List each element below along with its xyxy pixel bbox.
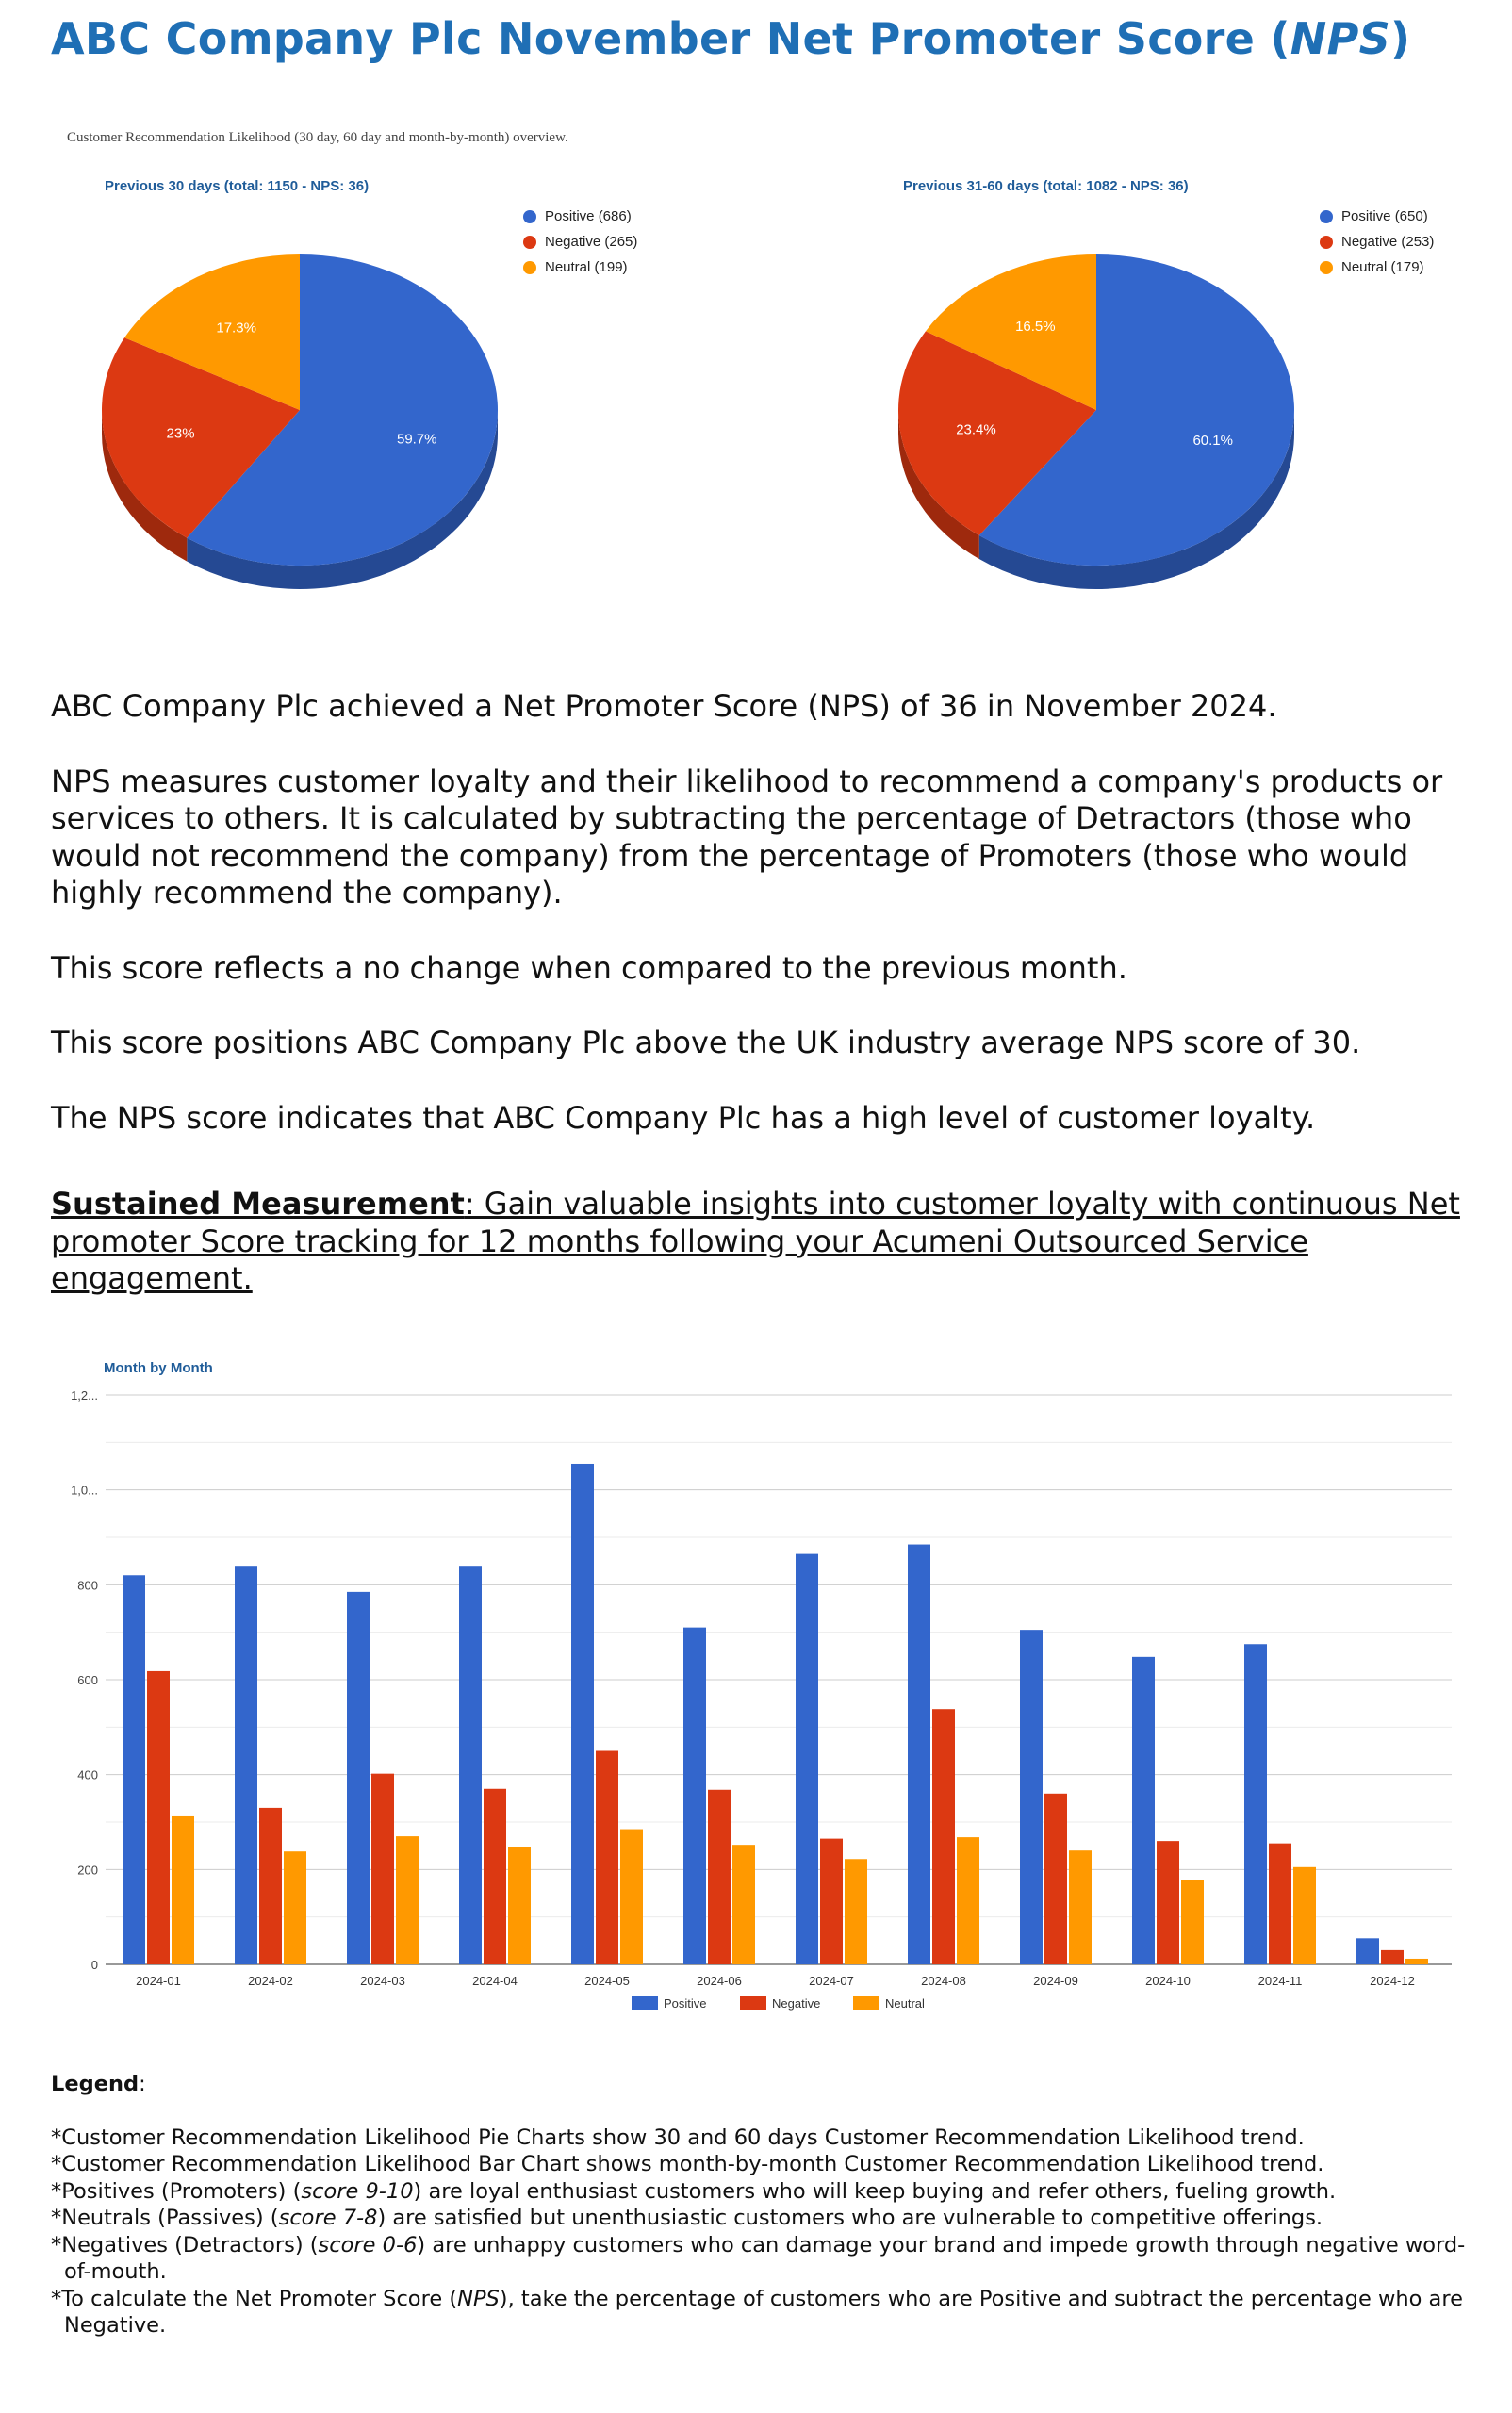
bar-positive <box>1244 1644 1267 1964</box>
pie-slice-label: 59.7% <box>396 431 437 448</box>
legend-label: Positive (650) <box>1341 208 1428 224</box>
bar-neutral <box>508 1847 531 1964</box>
legend-note-item: *Customer Recommendation Likelihood Bar Chart shows month-by-month Customer Recommendation Likelihood trend. <box>51 2152 1324 2176</box>
legend-notes <box>51 2071 1484 2339</box>
bar-positive <box>571 1464 594 1964</box>
legend-item-negative <box>1320 229 1434 254</box>
page-title <box>51 13 1410 64</box>
pie-legend-60-days <box>1320 204 1434 280</box>
x-tick-label: 2024-04 <box>472 1974 518 1988</box>
legend-note-item <box>51 2286 1484 2339</box>
pie-slice-label: 60.1% <box>1192 432 1234 449</box>
bar-negative <box>371 1774 394 1964</box>
promo-heading: Sustained Measurement <box>51 1186 465 1222</box>
legend-swatch <box>632 1996 658 2010</box>
bar-negative <box>1269 1844 1291 1964</box>
legend-label: Neutral (199) <box>545 259 628 275</box>
bar-negative <box>147 1671 170 1964</box>
legend-label: Positive <box>664 1996 707 2011</box>
bar-positive <box>459 1566 482 1964</box>
legend-notes-colon: : <box>139 2072 146 2096</box>
legend-label: Positive (686) <box>545 208 632 224</box>
bar-neutral <box>1069 1850 1092 1964</box>
legend-label: Negative (253) <box>1341 234 1435 250</box>
chart-caption: Customer Recommendation Likelihood (30 day, 60 day and month-by-month) overview. <box>67 130 568 145</box>
legend-dot-icon <box>523 261 536 274</box>
bar-negative <box>708 1790 731 1964</box>
pie-slice-label: 23% <box>166 425 195 442</box>
x-tick-label: 2024-03 <box>360 1974 405 1988</box>
note-text: ) are satisfied but unenthusiastic customers who are vulnerable to competitive offerings. <box>377 2206 1323 2230</box>
bar-negative <box>259 1808 282 1964</box>
bar-negative <box>1157 1841 1179 1964</box>
pie-legend-30-days <box>523 204 637 280</box>
bar-positive <box>123 1575 145 1964</box>
bar-negative <box>1381 1950 1404 1964</box>
promo-text: : Gain valuable insights into customer loyalty with continuous Net promoter Score tracking for 12 months following your Acumeni Outsourced Service engagement. <box>51 1186 1460 1296</box>
bar-neutral <box>845 1859 867 1964</box>
summary-paragraph: ABC Company Plc achieved a Net Promoter Score (NPS) of 36 in November 2024. <box>51 688 1277 724</box>
bar-positive <box>908 1545 930 1964</box>
bar-positive <box>1020 1630 1043 1964</box>
legend-item-positive <box>1320 204 1434 229</box>
pie-title-60-days: Previous 31-60 days (total: 1082 - NPS: 36) <box>903 178 1189 194</box>
summary-text <box>51 688 1465 1174</box>
legend-dot-icon <box>523 210 536 223</box>
note-emphasis: score 7-8 <box>278 2206 378 2230</box>
bar-negative <box>820 1839 843 1964</box>
note-text: *To calculate the Net Promoter Score ( <box>51 2286 458 2311</box>
note-text: ) are unhappy customers who can damage your brand and impede growth through negative word-of-mouth. <box>64 2232 1466 2284</box>
legend-notes-title-text: Legend <box>51 2072 140 2096</box>
legend-item-positive <box>523 204 637 229</box>
legend-label: Neutral <box>885 1996 925 2011</box>
bar-chart-title: Month by Month <box>104 1360 213 1376</box>
bar-neutral <box>172 1816 194 1964</box>
summary-paragraph: NPS measures customer loyalty and their likelihood to recommend a company's products or services to others. It is calculated by subtracting the percentage of Detractors (those who would not recommend the company) from the percentage of Promoters (those who would highly recommend the company). <box>51 763 1443 911</box>
note-emphasis: score 9-10 <box>301 2178 414 2204</box>
legend-label: Negative <box>772 1996 821 2011</box>
title-abbr: NPS <box>1290 13 1391 64</box>
title-main: ABC Company Plc November Net Promoter Score ( <box>51 13 1290 64</box>
note-text: *Negatives (Detractors) ( <box>51 2232 319 2257</box>
bar-neutral <box>1181 1880 1204 1964</box>
legend-item-negative <box>523 229 637 254</box>
note-text: ) are loyal enthusiast customers who will keep buying and refer others, fueling growth. <box>413 2178 1337 2204</box>
bar-neutral <box>957 1837 979 1964</box>
y-tick-label: 400 <box>77 1767 98 1782</box>
legend-note-item <box>51 2232 1484 2286</box>
bar-neutral <box>284 1851 306 1964</box>
legend-item-neutral <box>1320 254 1434 280</box>
bar-neutral <box>1293 1867 1316 1964</box>
month-by-month-bar-chart <box>47 1386 1480 2027</box>
legend-notes-title <box>51 2071 1484 2098</box>
summary-paragraph: The NPS score indicates that ABC Company Plc has a high level of customer loyalty. <box>51 1099 1316 1136</box>
note-text: *Neutrals (Passives) ( <box>51 2206 279 2230</box>
legend-dot-icon <box>1320 210 1333 223</box>
x-tick-label: 2024-02 <box>248 1974 293 1988</box>
bar-negative <box>596 1751 618 1965</box>
legend-dot-icon <box>523 236 536 249</box>
legend-item-neutral <box>523 254 637 280</box>
sustained-measurement-note <box>51 1186 1465 1298</box>
legend-dot-icon <box>1320 261 1333 274</box>
bar-positive <box>683 1628 706 1964</box>
y-tick-label: 600 <box>77 1673 98 1687</box>
note-emphasis: NPS <box>457 2286 500 2311</box>
pie-slice-label: 23.4% <box>956 421 996 438</box>
bar-neutral <box>396 1836 419 1964</box>
x-tick-label: 2024-06 <box>697 1974 742 1988</box>
summary-paragraph: This score reflects a no change when compared to the previous month. <box>51 949 1127 986</box>
y-tick-label: 1,2... <box>71 1388 98 1403</box>
x-tick-label: 2024-12 <box>1370 1974 1415 1988</box>
bar-positive <box>1132 1657 1155 1964</box>
y-tick-label: 0 <box>90 1958 98 1972</box>
bar-negative <box>1044 1794 1067 1964</box>
pie-slice-label: 16.5% <box>1015 319 1056 336</box>
legend-note-item: *Customer Recommendation Likelihood Pie Charts show 30 and 60 days Customer Recommendation Likelihood trend. <box>51 2125 1305 2150</box>
y-tick-label: 200 <box>77 1863 98 1878</box>
legend-note-item <box>51 2205 1484 2232</box>
title-close: ) <box>1390 13 1411 64</box>
bar-negative <box>932 1709 955 1964</box>
legend-swatch <box>853 1996 879 2010</box>
pie-slice-label: 17.3% <box>216 320 256 337</box>
bar-negative <box>484 1789 506 1964</box>
pie-chart-60-days <box>872 212 1306 627</box>
x-tick-label: 2024-11 <box>1257 1974 1303 1988</box>
legend-note-item <box>51 2178 1484 2206</box>
bar-positive <box>235 1566 257 1964</box>
note-text: ), take the percentage of customers who are Positive and subtract the percentage who are Negative. <box>64 2286 1463 2338</box>
x-tick-label: 2024-05 <box>584 1974 630 1988</box>
x-tick-label: 2024-09 <box>1033 1974 1078 1988</box>
bar-neutral <box>732 1845 755 1964</box>
bar-positive <box>347 1592 370 1964</box>
bar-neutral <box>1405 1959 1428 1964</box>
x-tick-label: 2024-07 <box>809 1974 854 1988</box>
x-tick-label: 2024-01 <box>136 1974 181 1988</box>
x-tick-label: 2024-10 <box>1145 1974 1191 1988</box>
legend-label: Negative (265) <box>545 234 638 250</box>
pie-chart-30-days <box>75 212 509 627</box>
note-emphasis: score 0-6 <box>318 2232 418 2257</box>
bar-positive <box>796 1554 818 1964</box>
bar-positive <box>1356 1938 1379 1964</box>
pie-title-30-days: Previous 30 days (total: 1150 - NPS: 36) <box>105 178 370 194</box>
legend-dot-icon <box>1320 236 1333 249</box>
y-tick-label: 1,0... <box>71 1483 98 1498</box>
legend-swatch <box>740 1996 766 2010</box>
y-tick-label: 800 <box>77 1578 98 1593</box>
bar-legend <box>632 1996 925 2011</box>
note-text: *Positives (Promoters) ( <box>51 2178 302 2204</box>
x-tick-label: 2024-08 <box>921 1974 966 1988</box>
summary-paragraph: This score positions ABC Company Plc above the UK industry average NPS score of 30. <box>51 1025 1361 1060</box>
bar-neutral <box>620 1830 643 1964</box>
legend-label: Neutral (179) <box>1341 259 1424 275</box>
